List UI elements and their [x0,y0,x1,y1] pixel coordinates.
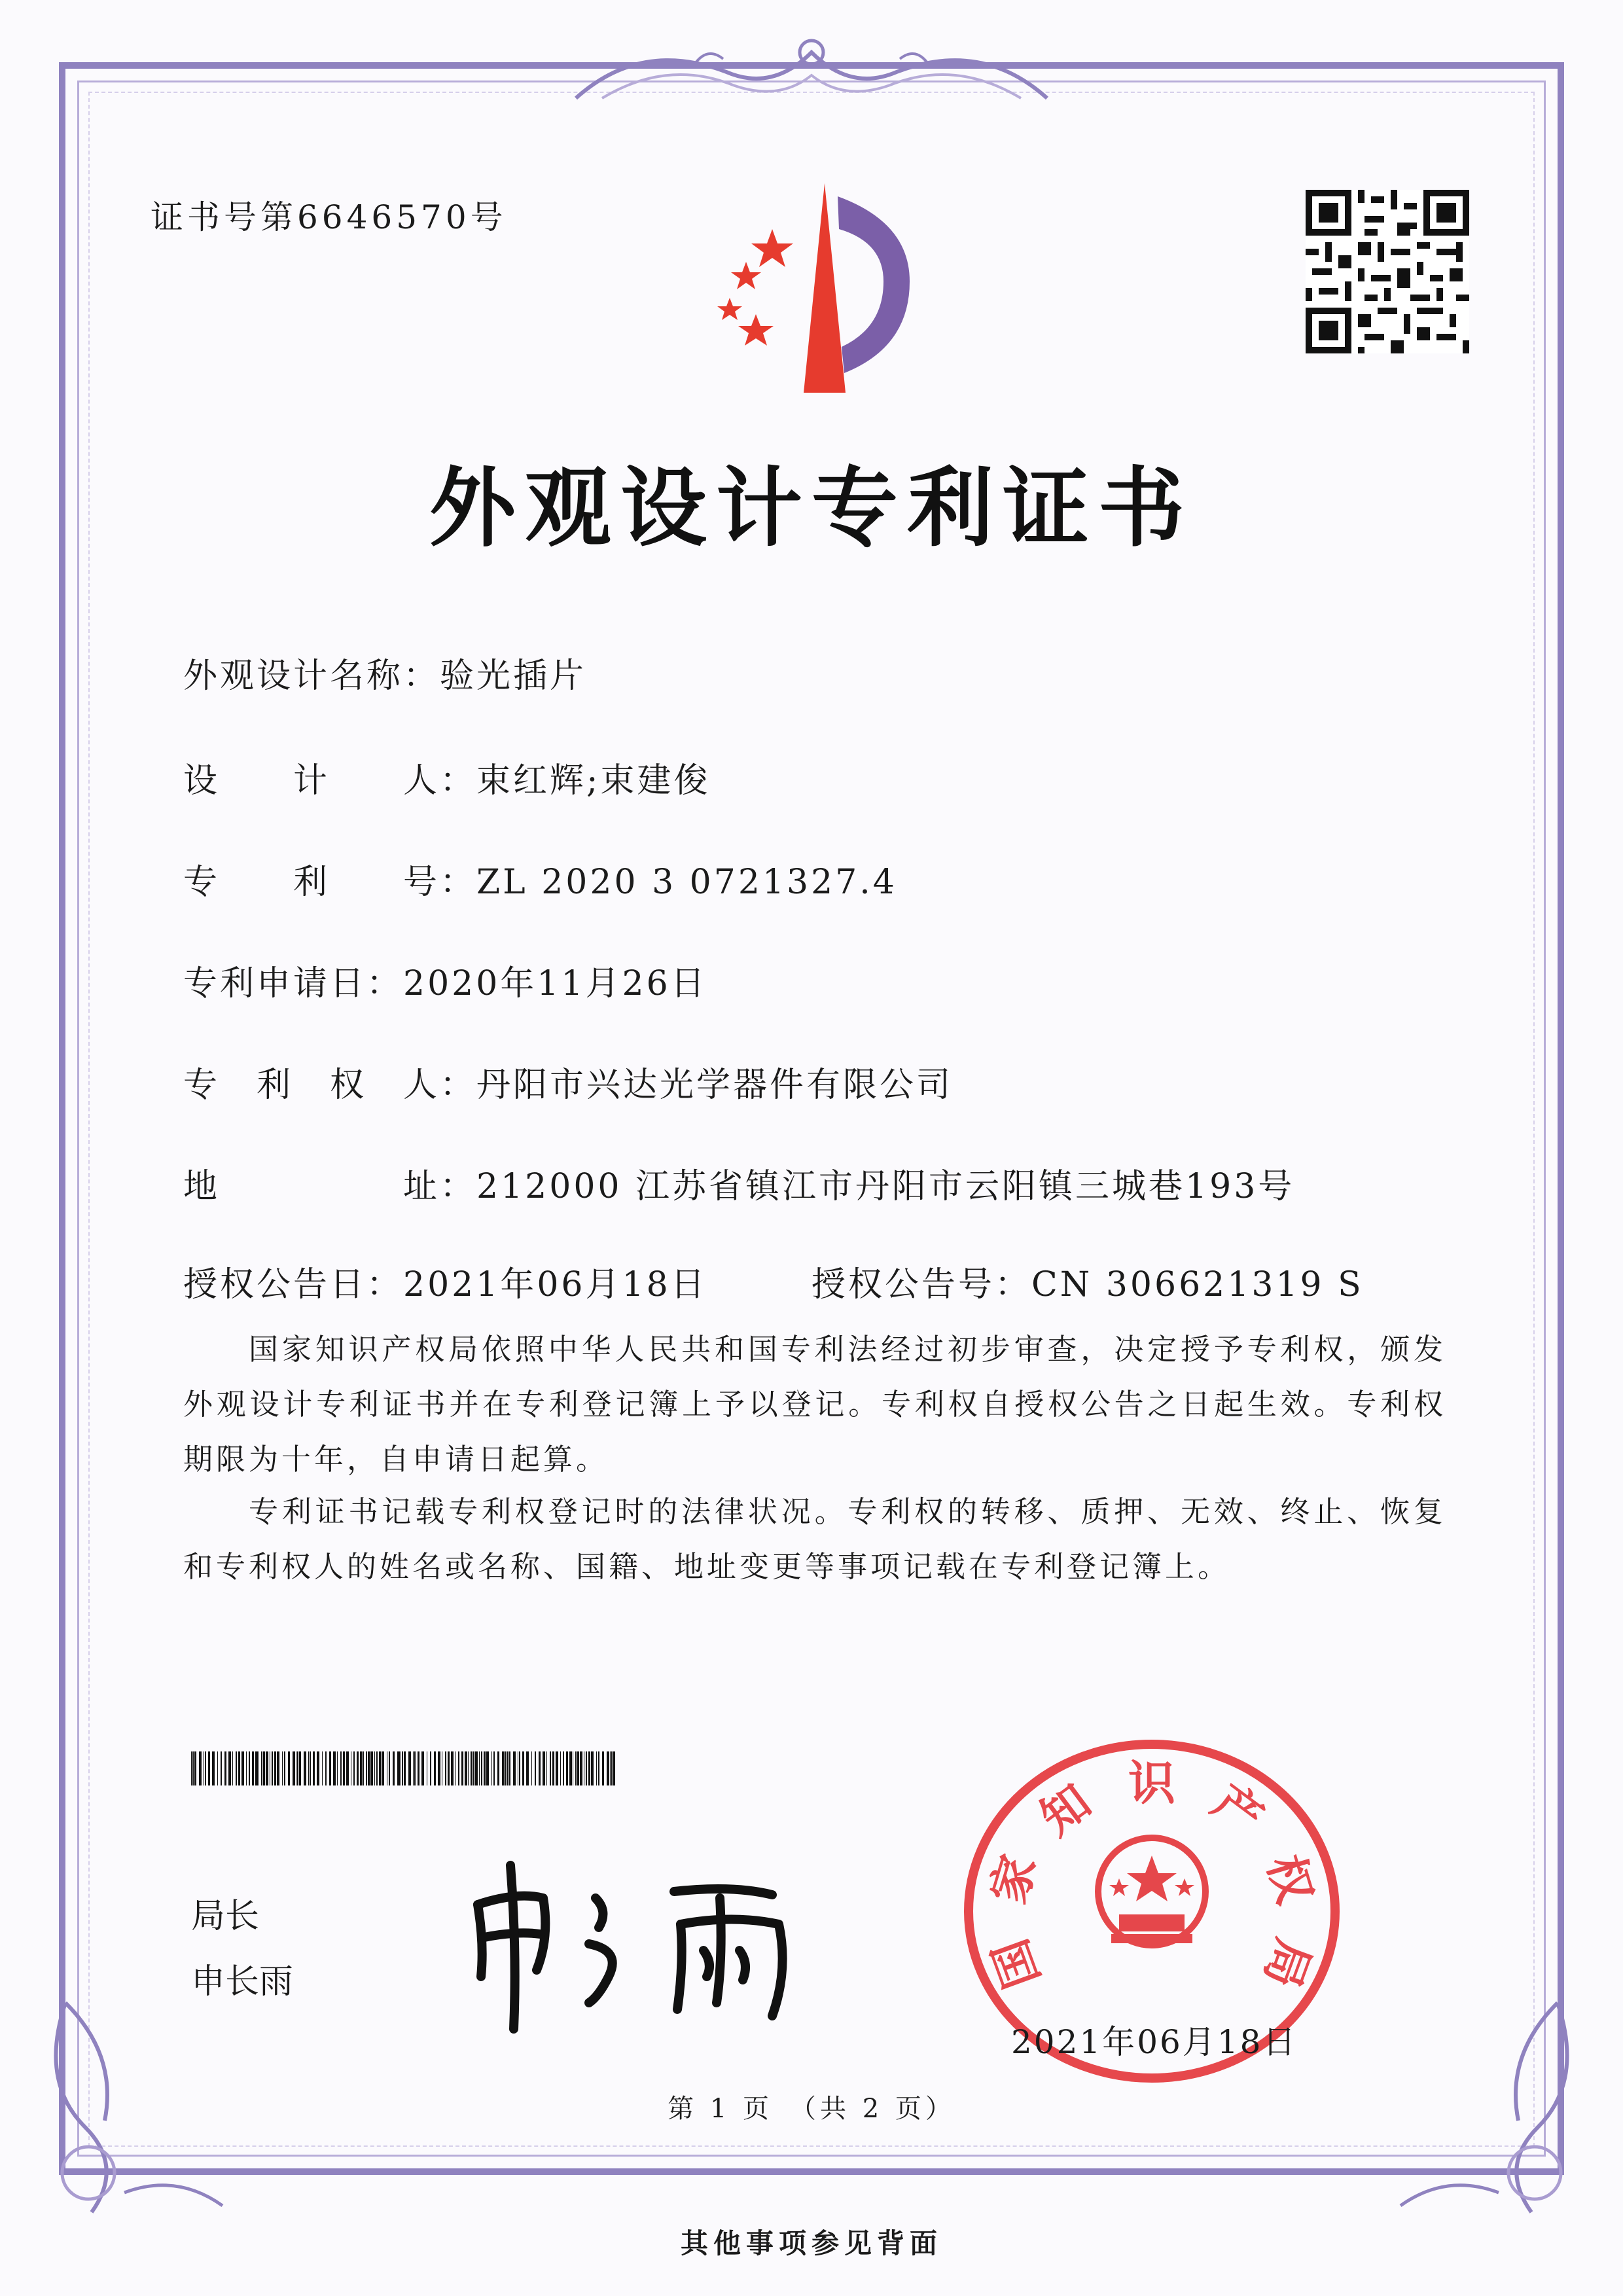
director-title: 局长 [191,1897,260,1936]
field-value: 验光插片 [440,656,587,696]
field-label: 专利申请日： [183,964,404,1003]
seal-character: 局 [1253,1932,1321,1996]
field-value: 2021年06月18日 [403,1265,707,1304]
field-label: 设 计 人： [183,761,477,800]
field-grant-date [183,1257,707,1306]
field-value: CN 306621319 S [1031,1265,1364,1304]
field-application-date [183,956,707,1005]
field-publication-number [812,1257,1364,1306]
legal-paragraph: 国家知识产权局依照中华人民共和国专利法经过初步审查，决定授予专利权，颁发外观设计专利证书并在专利登记簿上予以登记。专利权自授权公告之日起生效。专利权期限为十年，自申请日起算。 [183,1332,1446,1477]
patent-office-emblem-icon [674,183,949,399]
footer-note: 其他事项参见背面 [680,2227,942,2259]
field-label: 专 利 权 人： [183,1066,477,1105]
barcode-icon [191,1751,616,1785]
seal-character: 国 [982,1932,1050,1996]
seal-character: 家 [980,1848,1047,1910]
field-design-name [183,648,586,697]
director-signature [458,1846,825,2042]
director-name: 申长雨 [191,1962,294,2001]
qr-code-icon [1306,190,1469,353]
field-value: 束红辉;束建俊 [476,761,711,800]
field-value: 212000 江苏省镇江市丹阳市云阳镇三城巷193号 [476,1167,1295,1206]
seal-character: 识 [1128,1755,1176,1811]
top-ornament [563,26,1060,111]
field-value: ZL 2020 3 0721327.4 [476,863,897,902]
seal-date: 2021年06月18日 [1011,2023,1298,2061]
field-patentee [183,1057,953,1106]
seal-character: 知 [1030,1773,1101,1846]
field-label: 地 址： [183,1167,477,1206]
field-designer [183,753,711,802]
certificate-number: 证书号第6646570号 [151,198,507,236]
page-number: 第 1 页 （共 2 页） [668,2094,955,2124]
field-value: 丹阳市兴达光学器件有限公司 [476,1066,954,1105]
field-label: 授权公告日： [183,1265,404,1304]
field-label: 外观设计名称： [183,656,440,696]
seal-character: 产 [1202,1773,1274,1846]
field-label: 专 利 号： [183,863,477,902]
field-address [183,1158,1294,1208]
seal-character: 权 [1257,1848,1323,1910]
field-patent-number [183,854,897,903]
certificate-title: 外观设计专利证书 [429,458,1194,559]
legal-paragraph: 专利证书记载专利权登记时的法律状况。专利权的转移、质押、无效、终止、恢复和专利权人的姓名或名称、国籍、地址变更等事项记载在专利登记簿上。 [183,1494,1446,1584]
field-label: 授权公告号： [812,1265,1032,1304]
field-value: 2020年11月26日 [403,964,707,1003]
